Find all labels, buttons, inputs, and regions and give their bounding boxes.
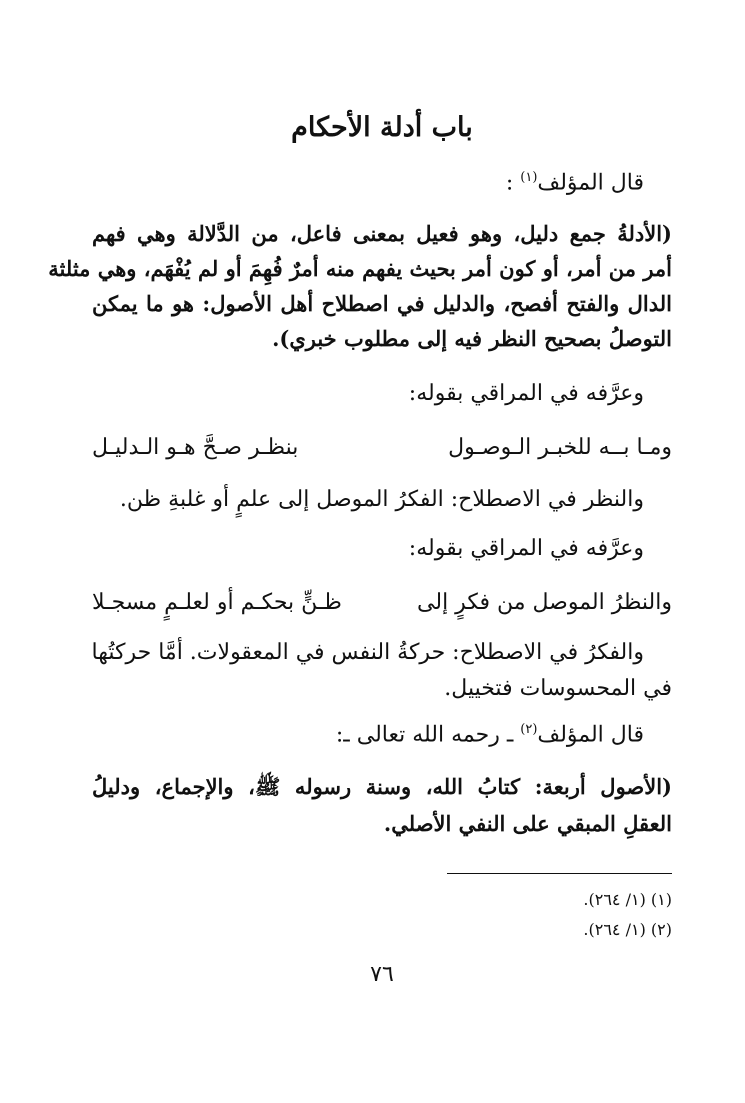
footnote-1: (١) (١/ ٢٦٤). — [583, 890, 672, 909]
footnote-divider — [447, 873, 672, 874]
chapter-title: باب أدلة الأحكام — [291, 112, 473, 143]
nazar-definition: والنظر في الاصطلاح: الفكرُ الموصل إلى علمٍ أو غلبةِ ظن. — [119, 487, 644, 512]
quote1-line-3: الدال والفتح أفصح، والدليل في اصطلاح أهل الأصول: هو ما يمكن — [92, 291, 672, 316]
quote1-line-2: أمر من أمر، أو كون أمر بحيث يفهم منه أمرٌ فُهِمَ أو لم يُفْهَم، وهي مثلثة — [48, 256, 672, 281]
footnote-ref-1: (١) — [520, 170, 538, 185]
author-intro-1: قال المؤلف$^{(١)}$ : — [505, 170, 644, 196]
verse-1-hemistich-2: بنظـر صـحَّ هـو الـدليـل — [92, 435, 299, 460]
maraqi-intro-2: وعرَّفه في المراقي بقوله: — [408, 536, 644, 561]
quote2-line-1: (الأصول أربعة: كتابُ الله، وسنة رسوله ﷺ، والإجماع، ودليلُ — [92, 774, 672, 799]
quote2-line-2: العقلِ المبقي على النفي الأصلي. — [383, 811, 672, 836]
footnote-2: (٢) (١/ ٢٦٤). — [583, 920, 672, 939]
book-page — [48, 0, 672, 1103]
maraqi-intro-1: وعرَّفه في المراقي بقوله: — [408, 381, 644, 406]
quote1-line-1: (الأدلةُ جمع دليل، وهو فعيل بمعنى فاعل، من الدَّلالة وهي فهم — [92, 221, 672, 246]
author-intro-2: قال المؤلف$^{(٢)}$ ـ رحمه الله تعالى ـ: — [335, 722, 644, 748]
page-number: ٧٦ — [370, 962, 394, 987]
verse-2-hemistich-2: ظـنٍّ بحكـم أو لعلـمٍ مسجـلا — [92, 590, 342, 615]
footnote-ref-2: (٢) — [520, 722, 538, 737]
fikr-definition-line-2: في المحسوسات فتخييل. — [444, 676, 672, 701]
fikr-definition-line-1: والفكرُ في الاصطلاح: حركةُ النفس في المعقولات. أمَّا حركتُها — [91, 640, 644, 665]
verse-1-hemistich-1: ومـا بــه للخبـر الـوصـول — [448, 435, 672, 460]
verse-2-hemistich-1: والنظرُ الموصل من فكرٍ إلى — [417, 590, 672, 615]
quote1-line-4: التوصلُ بصحيح النظر فيه إلى مطلوب خبري). — [272, 326, 672, 351]
